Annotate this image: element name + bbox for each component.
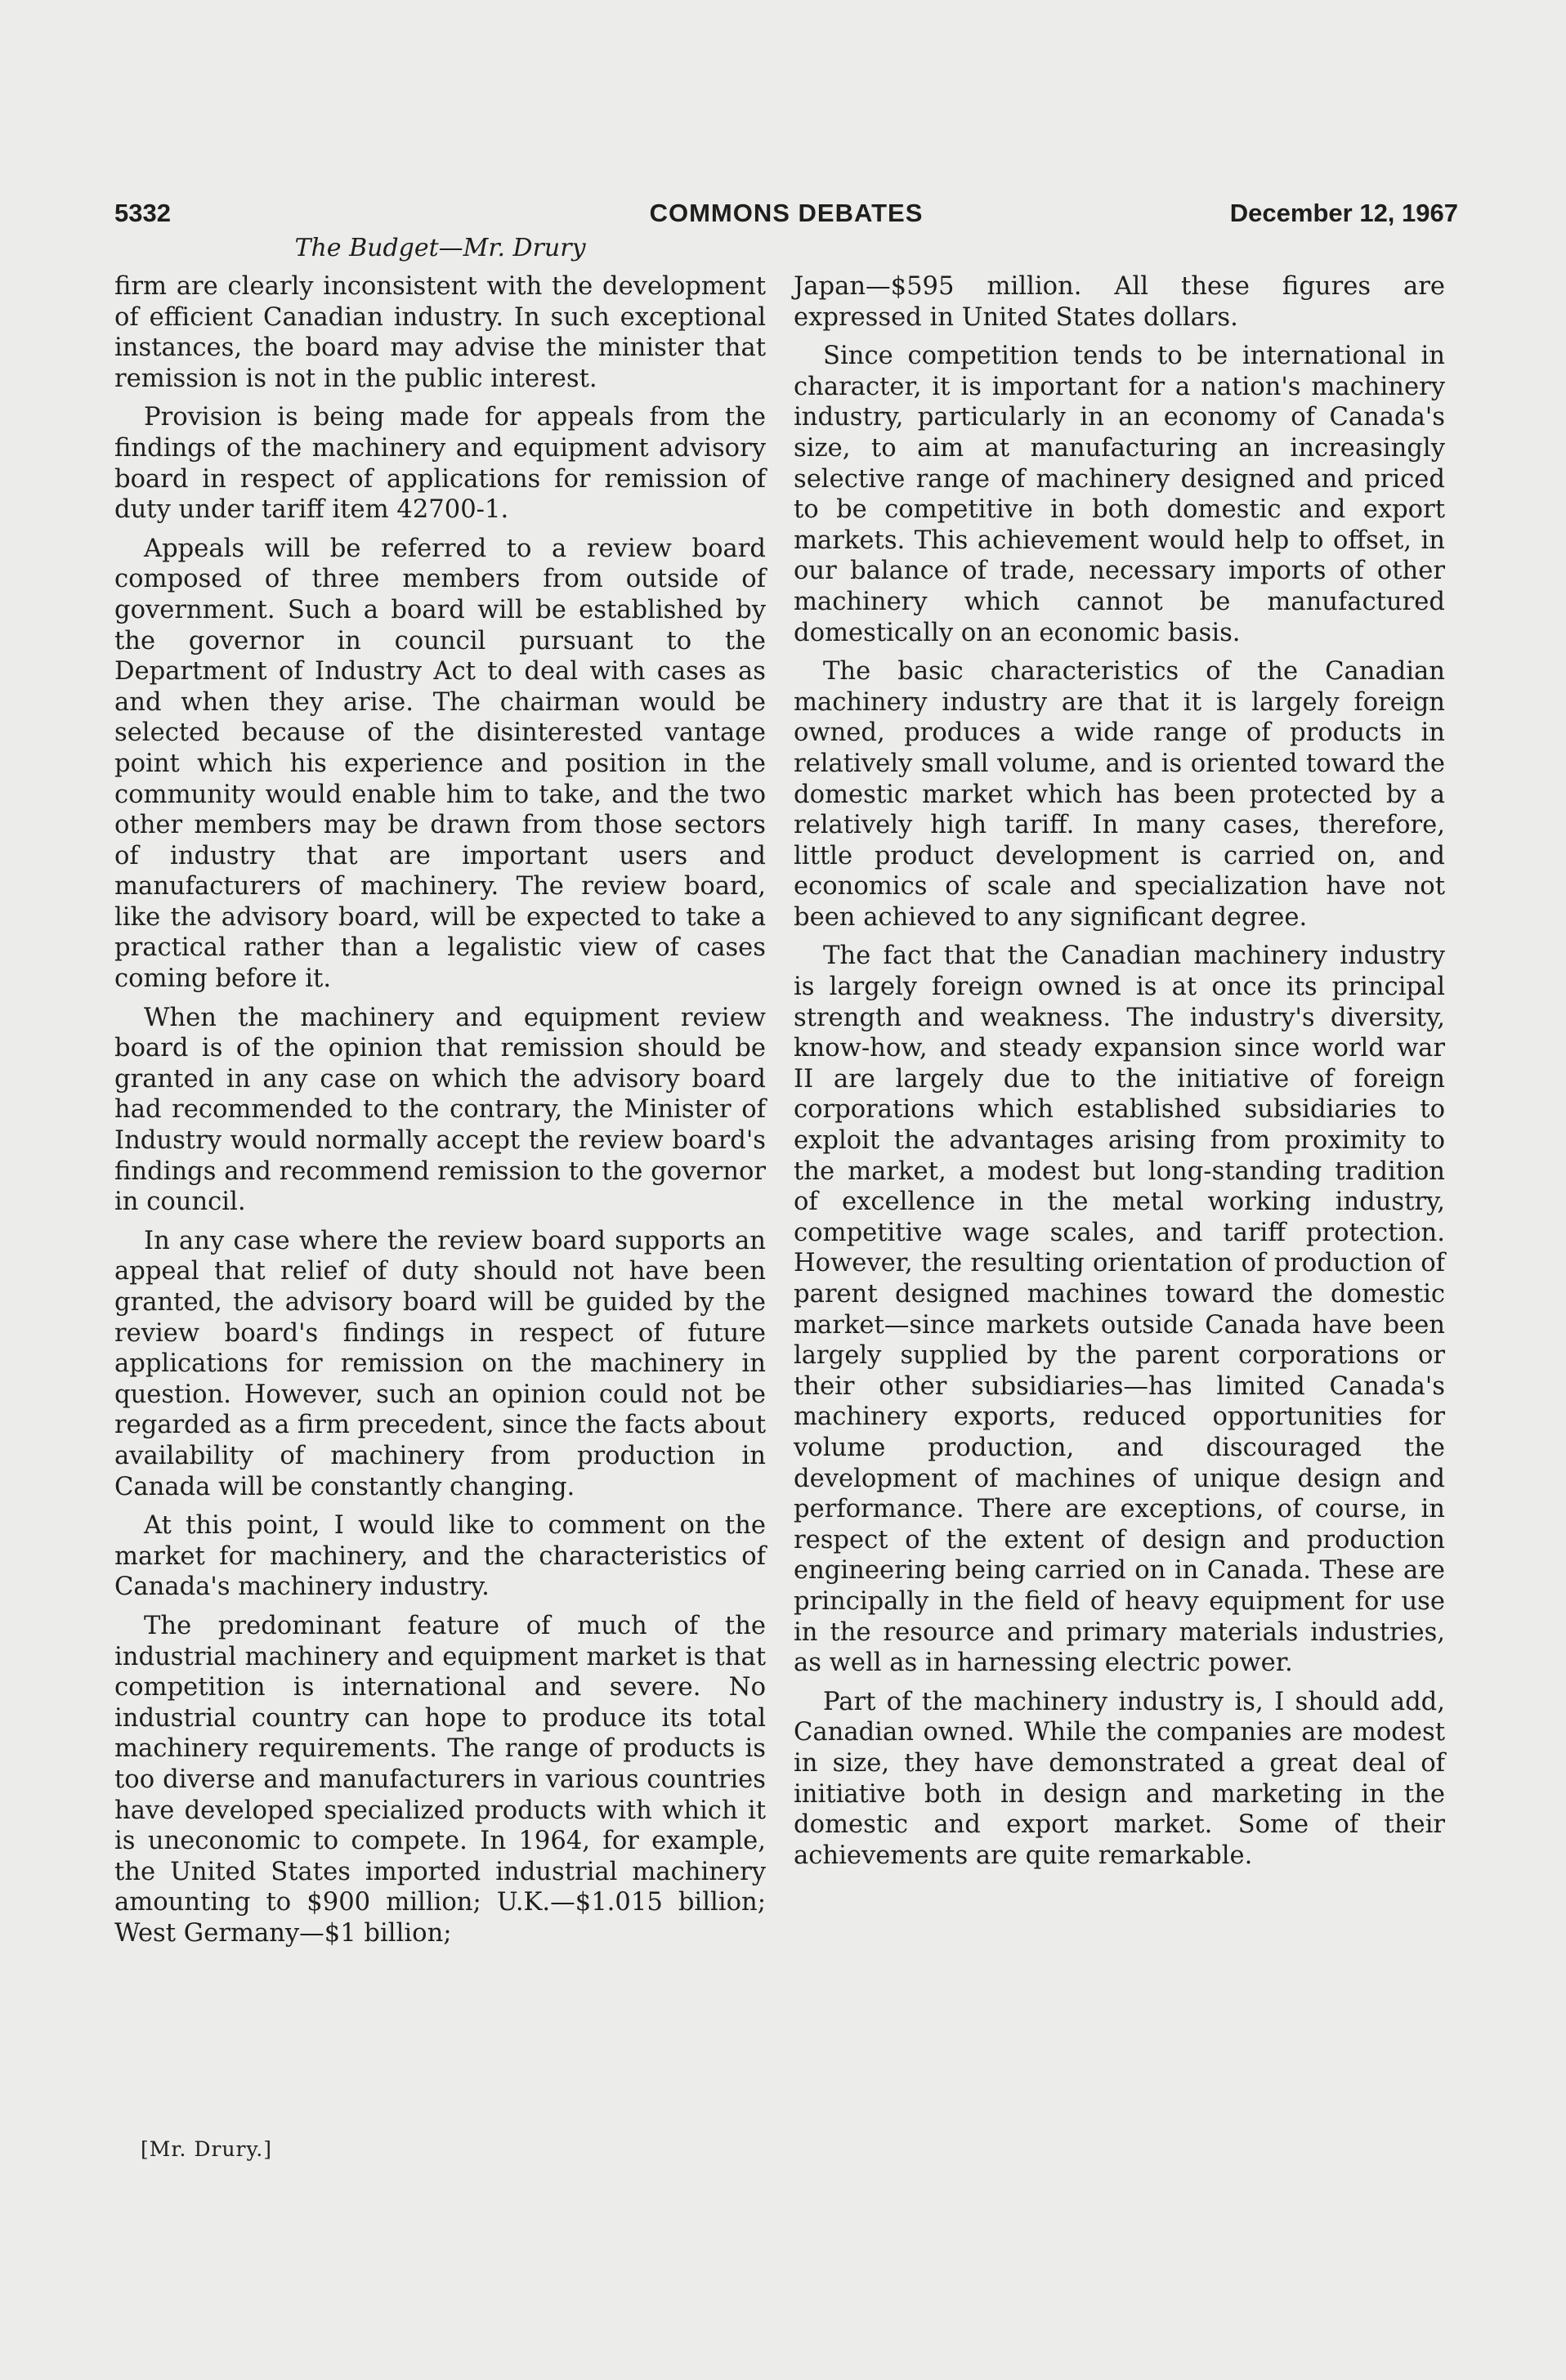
paragraph: Japan—$595 million. All these figures are expressed in United States dollars.: [794, 272, 1445, 332]
page-number: 5332: [114, 199, 171, 227]
page-header: [114, 199, 1458, 231]
paragraph: The fact that the Canadian machinery industry is largely foreign owned is at once its principal strength and weakness. The industry's diversity, know-how, and steady expansion since world war II are largely due to the initiative of foreign corporations which established subsidiaries to exploit the advantages arising from proximity to the market, a modest but long-standing tradition of excellence in the metal working industry, competitive wage scales, and tariff protection. However, the resulting orientation of production of parent designed machines toward the domestic market—since markets outside Canada have been largely supplied by the parent corporations or their other subsidiaries—has limited Canada's machinery exports, reduced opportunities for volume production, and discouraged the development of machines of unique design and performance. There are exceptions, of course, in respect of the extent of design and production engineering being carried on in Canada. These are principally in the field of heavy equipment for use in the resource and primary materials industries, as well as in harnessing electric power.: [794, 942, 1445, 1678]
right-column: [794, 271, 1445, 1879]
running-head: The Budget—Mr. Drury: [294, 234, 586, 262]
speaker-note: [Mr. Drury.]: [141, 2137, 272, 2161]
page-date: December 12, 1967: [1229, 199, 1458, 227]
paragraph: Since competition tends to be international in character, it is important for a nation's machinery industry, particularly in an economy of Canada's size, to aim at manufacturing an increasingly selective range of machinery designed and priced to be competitive in both domestic and export markets. This achievement would help to offset, in our balance of trade, necessary imports of other machinery which cannot be manufactured domestically on an economic basis.: [794, 342, 1445, 647]
paragraph: When the machinery and equipment review board is of the opinion that remission should be granted in any case on which the advisory board had recommended to the contrary, the Minister of Industry would normally accept the review board's findings and recommend remission to the governor in council.: [114, 1003, 766, 1217]
paragraph: The basic characteristics of the Canadian machinery industry are that it is largely foreign owned, produces a wide range of products in relatively small volume, and is oriented toward the domestic market which has been protected by a relatively high tariff. In many cases, therefore, little product development is carried on, and economics of scale and specialization have not been achieved to any significant degree.: [794, 657, 1445, 932]
paragraph: Part of the machinery industry is, I should add, Canadian owned. While the companies are modest in size, they have demonstrated a great deal of initiative both in design and marketing in the domestic and export market. Some of their achievements are quite remarkable.: [794, 1687, 1445, 1870]
publication-title: COMMONS DEBATES: [649, 199, 924, 227]
paragraph: Provision is being made for appeals from the findings of the machinery and equipment advisory board in respect of applications for remission of duty under tariff item 42700-1.: [114, 403, 766, 525]
left-column: [114, 271, 766, 1957]
paragraph: The predominant feature of much of the industrial machinery and equipment market is that competition is international and severe. No industrial country can hope to produce its total machinery requirements. The range of products is too diverse and manufacturers in various countries have developed specialized products with which it is uneconomic to compete. In 1964, for example, the United States imported industrial machinery amounting to $900 million; U.K.—$1.015 billion; West Germany—$1 billion;: [114, 1611, 766, 1948]
paragraph: Appeals will be referred to a review board composed of three members from outside of government. Such a board will be established by the governor in council pursuant to the Department of Industry Act to deal with cases as and when they arise. The chairman would be selected because of the disinterested vantage point which his experience and position in the community would enable him to take, and the two other members may be drawn from those sectors of industry that are important users and manufacturers of machinery. The review board, like the advisory board, will be expected to take a practical rather than a legalistic view of cases coming before it.: [114, 534, 766, 994]
paragraph: firm are clearly inconsistent with the development of efficient Canadian industry. In such exceptional instances, the board may advise the minister that remission is not in the public interest.: [114, 272, 766, 393]
paragraph: At this point, I would like to comment on the market for machinery, and the characteristics of Canada's machinery industry.: [114, 1511, 766, 1602]
paragraph: In any case where the review board supports an appeal that relief of duty should not have been granted, the advisory board will be guided by the review board's findings in respect of future applications for remission on the machinery in question. However, such an opinion could not be regarded as a firm precedent, since the facts about availability of machinery from production in Canada will be constantly changing.: [114, 1226, 766, 1501]
